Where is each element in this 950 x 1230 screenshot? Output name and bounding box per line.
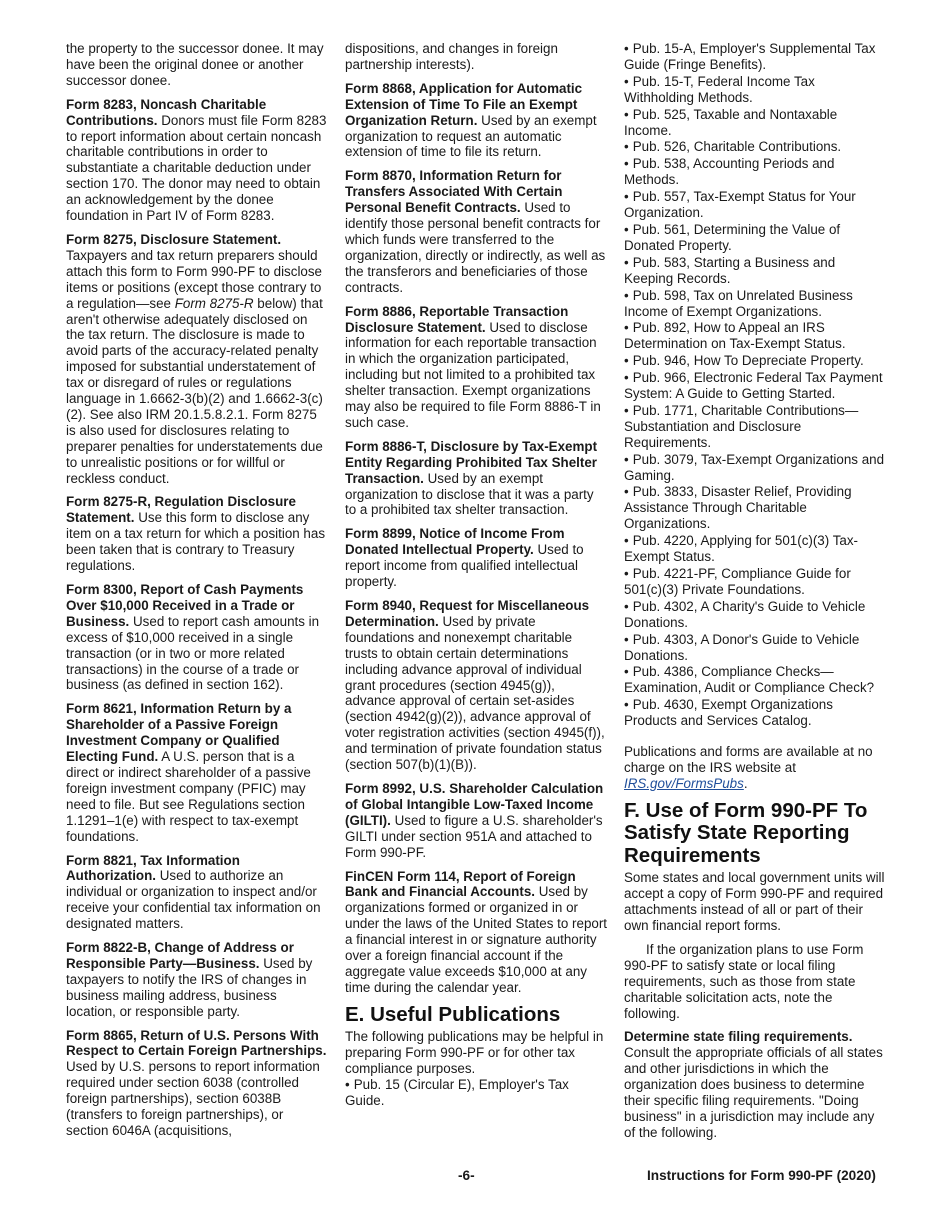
- bullet-icon: •: [345, 1076, 350, 1092]
- publication-text: Pub. 4303, A Donor's Guide to Vehicle Donations.: [624, 631, 860, 663]
- entry-title: FinCEN Form 114, Report of Foreign Bank and Financial Accounts.: [345, 868, 576, 900]
- form-8899-entry: [345, 526, 607, 590]
- bullet-icon: •: [624, 566, 629, 581]
- availability-text: Publications and forms are available at no charge on the IRS website at: [624, 744, 873, 775]
- bullet-icon: •: [624, 402, 629, 418]
- entry-body: Used by private foundations and nonexempt charitable trusts to obtain certain determinations including advance approval of individual grant procedures (section 4945(g)), advance approval of certain set-asides (section 4942(g)(2)), advance approval of voter registration activities (section 4945(f)), and termination of private foundation status (section 507(b)(1)(B)).: [345, 613, 605, 773]
- entry-title: Form 8870, Information Return for Transfers Associated With Certain Personal Benefit Contracts.: [345, 168, 563, 216]
- publication-text: Pub. 3833, Disaster Relief, Providing Assistance Through Charitable Organizations.: [624, 484, 852, 532]
- entry-title: Form 8822-B, Change of Address or Responsible Party—Business.: [66, 940, 294, 971]
- publication-list: [624, 41, 886, 729]
- form-8870-entry: [345, 168, 607, 295]
- entry-title: Form 8865, Return of U.S. Persons With Respect to Certain Foreign Partnerships.: [66, 1027, 327, 1059]
- bullet-icon: •: [624, 533, 629, 549]
- entry-title: Form 8899, Notice of Income From Donated Intellectual Property.: [345, 526, 565, 558]
- form-8275-entry: [66, 232, 328, 487]
- bullet-icon: •: [624, 320, 629, 336]
- entry-body: Used by taxpayers to notify the IRS of changes in business mailing address, business location, or responsible party.: [66, 955, 313, 1019]
- form-8621-entry: [66, 701, 328, 844]
- entry-body: Used by U.S. persons to report information required under section 6038 (controlled foreign partnerships), section 6038B (transfers to foreign partnerships), or section 6046A (acquisitions,: [66, 1059, 320, 1138]
- bullet-icon: •: [624, 664, 629, 680]
- publication-item: [624, 255, 886, 287]
- publication-item: [345, 1077, 607, 1109]
- publication-item: [624, 370, 886, 402]
- form-8886-entry: [345, 304, 607, 431]
- form-8940-entry: [345, 598, 607, 773]
- publication-text: Pub. 966, Electronic Federal Tax Payment System: A Guide to Getting Started.: [624, 370, 883, 402]
- entry-body: Used by organizations formed or organized in or under the laws of the United States to report a financial interest in or signature authority over a foreign financial account if the aggregate value exceeds $10,000 at any time during the calendar year.: [345, 884, 608, 995]
- publication-text: Pub. 4302, A Charity's Guide to Vehicle Donations.: [624, 598, 866, 630]
- fincen-114-entry: [345, 869, 607, 996]
- availability-note: [624, 744, 886, 792]
- column-left: [66, 41, 328, 1147]
- publication-item: [624, 533, 886, 565]
- entry-body: Consult the appropriate officials of all states and other jurisdictions in which the organization does business to determine their specific filing requirements. "Doing business" in a jurisdiction may include any of the following.: [624, 1045, 883, 1140]
- column-middle: [345, 41, 607, 1110]
- entry-body: Used to report income from qualified intellectual property.: [345, 542, 584, 590]
- publication-text: Pub. 598, Tax on Unrelated Business Income of Exempt Organizations.: [624, 287, 853, 319]
- entry-title: Form 8821, Tax Information Authorization.: [66, 852, 240, 884]
- form-reference: Form 8275-R: [174, 295, 254, 311]
- bullet-icon: •: [624, 451, 629, 467]
- publication-text: Pub. 583, Starting a Business and Keeping Records.: [624, 254, 836, 286]
- publication-item: [624, 107, 886, 139]
- publication-text: Pub. 538, Accounting Periods and Methods.: [624, 156, 835, 188]
- entry-body: A U.S. person that is a direct or indirect shareholder of a passive foreign investment company (PFIC) may need to file. But see Regulations section 1.1291–1(e) with respect to tax-exempt foundations.: [66, 749, 311, 844]
- bullet-icon: •: [624, 221, 629, 237]
- bullet-icon: •: [624, 370, 629, 386]
- irs-formspubs-link[interactable]: IRS.gov/FormsPubs: [624, 775, 744, 791]
- form-8822b-entry: [66, 940, 328, 1020]
- form-8868-entry: [345, 81, 607, 161]
- availability-end: .: [743, 775, 748, 791]
- bullet-icon: •: [624, 139, 629, 155]
- form-8886t-entry: [345, 439, 607, 519]
- section-f-paragraph: If the organization plans to use Form 990-PF to satisfy state or local filing requirements, such as those from state charitable solicitation acts, note the following.: [624, 941, 864, 1021]
- bullet-icon: •: [624, 106, 629, 122]
- bullet-icon: •: [624, 254, 629, 270]
- entry-body: Use this form to disclose any item on a tax return for which a position has been taken that is contrary to Treasury regulations.: [66, 510, 326, 574]
- entry-body: Used to report cash amounts in excess of $10,000 received in a single transaction (or in two or more related transactions) in the course of a trade or business (as defined in section 162).: [66, 613, 320, 693]
- publication-text: Pub. 561, Determining the Value of Donated Property.: [624, 221, 841, 253]
- bullet-icon: •: [624, 287, 629, 303]
- publication-text: Pub. 3079, Tax-Exempt Organizations and Gaming.: [624, 451, 885, 483]
- publication-text: Pub. 4386, Compliance Checks—Examination, Audit or Compliance Check?: [624, 664, 875, 696]
- column-right: [624, 41, 886, 1149]
- entry-body: Used by an exempt organization to disclose that it was a party to a prohibited tax shelter transaction.: [345, 470, 594, 518]
- publication-text: Pub. 526, Charitable Contributions.: [632, 139, 842, 155]
- publication-text: Pub. 557, Tax-Exempt Status for Your Organization.: [624, 189, 856, 221]
- bullet-icon: •: [624, 631, 629, 647]
- publication-item: [624, 222, 886, 254]
- publication-item: [624, 632, 886, 664]
- form-8283-entry: [66, 97, 328, 224]
- entry-title: Form 8992, U.S. Shareholder Calculation of Global Intangible Low-Taxed Income (GILTI).: [345, 780, 604, 828]
- publication-item: [624, 189, 886, 221]
- publication-text: Pub. 15 (Circular E), Employer's Tax Guide.: [345, 1076, 569, 1108]
- entry-title: Form 8868, Application for Automatic Extension of Time To File an Exempt Organization Return.: [345, 80, 583, 128]
- form-8992-entry: [345, 781, 607, 861]
- bullet-icon: •: [624, 484, 629, 500]
- form-8865-entry: [66, 1028, 328, 1139]
- bullet-icon: •: [624, 189, 629, 205]
- publication-text: Pub. 1771, Charitable Contributions—Substantiation and Disclosure Requirements.: [624, 402, 859, 450]
- publication-item: [624, 353, 886, 369]
- form-8275r-entry: [66, 494, 328, 574]
- entry-body: Used to figure a U.S. shareholder's GILTI under section 951A and attached to Form 990-PF.: [345, 812, 603, 860]
- publication-item: [624, 41, 886, 73]
- publication-text: Pub. 15-T, Federal Income Tax Withholding Methods.: [624, 73, 815, 105]
- publication-item: [624, 452, 886, 484]
- publication-item: [624, 74, 886, 106]
- publication-item: [624, 139, 886, 155]
- entry-title: Form 8940, Request for Miscellaneous Determination.: [345, 598, 590, 629]
- publication-text: Pub. 892, How to Appeal an IRS Determination on Tax-Exempt Status.: [624, 320, 846, 352]
- state-filing-entry: [624, 1029, 886, 1140]
- entry-title: Form 8886, Reportable Transaction Disclosure Statement.: [345, 303, 569, 335]
- bullet-icon: •: [624, 598, 629, 614]
- bullet-icon: •: [624, 156, 629, 172]
- footer-form-title: Instructions for Form 990-PF (2020): [647, 1168, 876, 1183]
- entry-title: Form 8300, Report of Cash Payments Over $10,000 Received in a Trade or Business.: [66, 582, 304, 629]
- section-f-intro: Some states and local government units will accept a copy of Form 990-PF and required attachments instead of all or part of their own financial report forms.: [624, 870, 885, 933]
- entry-body: Used by an exempt organization to request an automatic extension of time to file its return.: [345, 112, 597, 160]
- bullet-icon: •: [624, 697, 629, 713]
- entry-title: Determine state filing requirements.: [624, 1029, 853, 1045]
- publication-item: [624, 484, 886, 532]
- entry-title: Form 8275-R, Regulation Disclosure Statement.: [66, 494, 296, 526]
- bullet-icon: •: [624, 73, 629, 89]
- entry-title: Form 8886-T, Disclosure by Tax-Exempt Entity Regarding Prohibited Tax Shelter Transaction.: [345, 438, 598, 486]
- publication-text: Pub. 4221-PF, Compliance Guide for 501(c)(3) Private Foundations.: [624, 566, 851, 597]
- publication-text: Pub. 4220, Applying for 501(c)(3) Tax-Exempt Status.: [624, 533, 858, 565]
- publication-item: [624, 599, 886, 631]
- bullet-icon: •: [624, 41, 629, 56]
- section-e-intro: The following publications may be helpful in preparing Form 990-PF or for other tax compliance purposes.: [345, 1029, 604, 1077]
- form-8821-entry: [66, 853, 328, 933]
- publication-text: Pub. 15-A, Employer's Supplemental Tax Guide (Fringe Benefits).: [624, 41, 876, 72]
- publication-item: [624, 664, 886, 696]
- publication-item: [624, 697, 886, 729]
- entry-title: Form 8275, Disclosure Statement.: [66, 231, 282, 247]
- form-8300-entry: [66, 582, 328, 693]
- entry-title: Form 8621, Information Return by a Shareholder of a Passive Foreign Investment Company or Qualified Electing Fund.: [66, 701, 292, 765]
- publication-item: [624, 320, 886, 352]
- entry-body: Used to disclose information for each reportable transaction in which the organization participated, including but not limited to a prohibited tax shelter transaction. Exempt organizations may also be required to file Form 8886-T in such case.: [345, 319, 601, 430]
- publication-item: [624, 566, 886, 598]
- publication-item: [624, 403, 886, 451]
- publication-item: [624, 156, 886, 188]
- section-e-heading: E. Useful Publications: [345, 1002, 561, 1026]
- entry-body: Used to identify those personal benefit contracts for which funds were transferred to the organization, directly or indirectly, as well as the transferors and beneficiaries of those contracts.: [345, 200, 606, 295]
- bullet-icon: •: [624, 353, 629, 369]
- entry-body: Taxpayers and tax return preparers should attach this form to Form 990-PF to disclose items or positions (except those contrary to a regulation—see: [66, 247, 323, 311]
- page-number: -6-: [458, 1168, 475, 1183]
- intro-paragraph: the property to the successor donee. It may have been the original donee or another successor donee.: [66, 41, 324, 88]
- entry-body: Used to authorize an individual or organization to inspect and/or receive your confidential tax information on designated matters.: [66, 868, 321, 932]
- entry-body: Donors must file Form 8283 to report information about certain noncash charitable contributions in order to substantiate a charitable deduction under section 170. The donor may need to obtain an acknowledgement by the donee foundation in Part IV of Form 8283.: [66, 112, 327, 224]
- publication-item: [624, 288, 886, 320]
- entry-body: below) that aren't otherwise adequately disclosed on the tax return. The disclosure is made to avoid parts of the accuracy-related penalty imposed for substantial understatement of tax or disregard of rules or regulations language in 1.6662-3(b)(2) and 1.6662-3(c)(2). See also IRM 20.1.5.8.2.1. Form 8275 is also used for disclosures relating to preparer penalties for understatements due to unrealistic positions or for willful or reckless conduct.: [66, 295, 323, 486]
- entry-title: Form 8283, Noncash Charitable Contributions.: [66, 96, 267, 128]
- publication-text: Pub. 4630, Exempt Organizations Products and Services Catalog.: [624, 697, 833, 729]
- intro-paragraph: dispositions, and changes in foreign partnership interests).: [345, 41, 558, 72]
- section-f-heading: F. Use of Form 990-PF To Satisfy State Reporting Requirements: [624, 798, 868, 867]
- publication-text: Pub. 946, How To Depreciate Property.: [632, 353, 864, 369]
- publication-text: Pub. 525, Taxable and Nontaxable Income.: [624, 106, 838, 138]
